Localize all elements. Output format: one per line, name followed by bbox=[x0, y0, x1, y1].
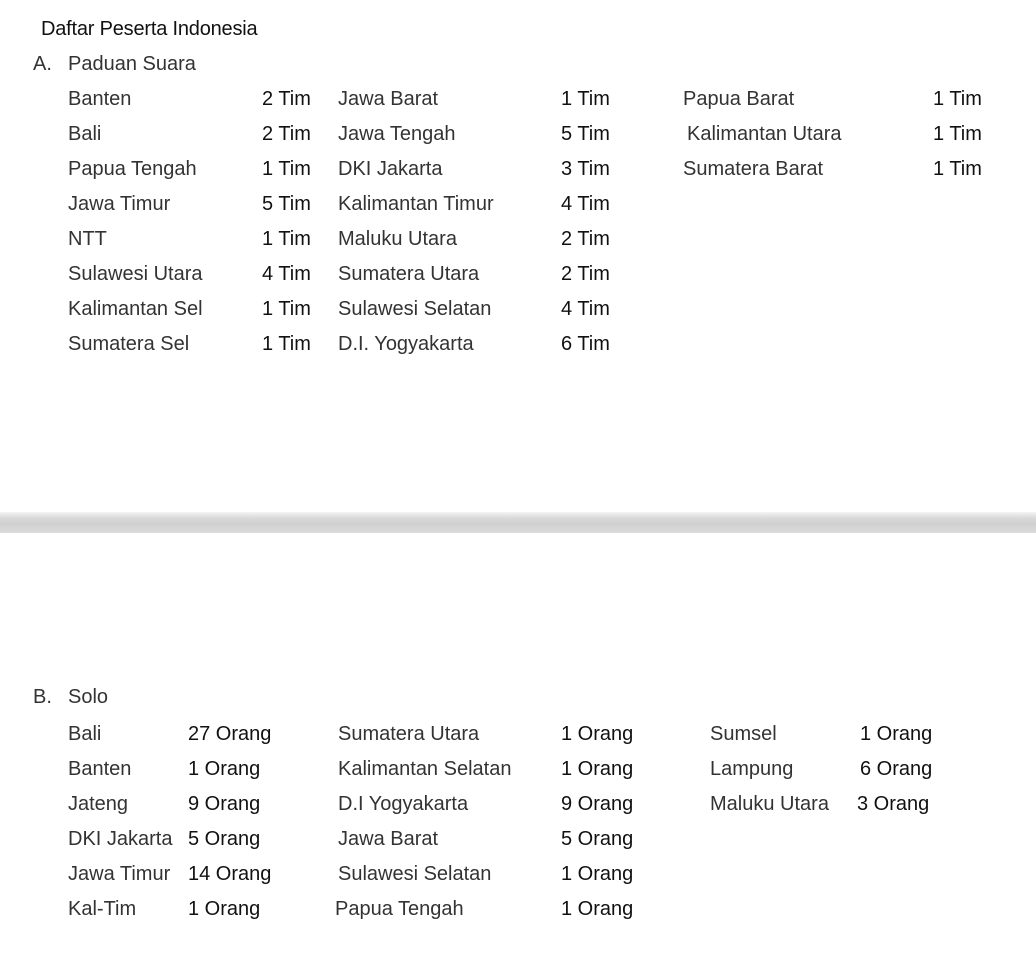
participant-name: Sulawesi Utara bbox=[68, 263, 203, 285]
participant-name: D.I Yogyakarta bbox=[338, 793, 469, 815]
participant-count: 4 Tim bbox=[561, 193, 610, 215]
participant-name: Kalimantan Timur bbox=[338, 193, 494, 215]
participant-count: 1 Orang bbox=[188, 758, 261, 780]
participant-name: Kalimantan Selatan bbox=[338, 758, 512, 780]
participant-count: 1 Orang bbox=[188, 898, 261, 920]
participant-count: 1 Tim bbox=[262, 158, 311, 180]
participant-count: 2 Tim bbox=[561, 263, 610, 285]
participant-count: 9 Orang bbox=[561, 793, 634, 815]
participant-count: 5 Orang bbox=[188, 828, 261, 850]
section-a-letter: A. bbox=[33, 53, 52, 75]
participant-name: Jawa Barat bbox=[338, 828, 439, 850]
participant-name: Kal-Tim bbox=[68, 898, 137, 920]
section-a-label: Paduan Suara bbox=[68, 53, 196, 75]
participant-count: 5 Tim bbox=[561, 123, 610, 145]
participant-count: 1 Tim bbox=[933, 158, 982, 180]
participant-name: DKI Jakarta bbox=[338, 158, 443, 180]
participant-name: D.I. Yogyakarta bbox=[338, 333, 474, 355]
participant-name: Sulawesi Selatan bbox=[338, 298, 492, 320]
participant-name: Sumatera Barat bbox=[683, 158, 824, 180]
document-title: Daftar Peserta Indonesia bbox=[41, 18, 258, 40]
participant-name: Sulawesi Selatan bbox=[338, 863, 492, 885]
participant-count: 1 Tim bbox=[262, 333, 311, 355]
section-b-heading bbox=[33, 686, 108, 709]
participant-name: Jawa Barat bbox=[338, 88, 439, 110]
participant-name: Kalimantan Sel bbox=[68, 298, 203, 320]
participant-name: Jawa Timur bbox=[68, 863, 171, 885]
participant-count: 27 Orang bbox=[188, 723, 272, 745]
participant-count: 5 Orang bbox=[561, 828, 634, 850]
participant-name: Bali bbox=[68, 123, 102, 145]
participant-count: 4 Tim bbox=[262, 263, 311, 285]
document-page-2 bbox=[0, 533, 1036, 957]
participant-name: Maluku Utara bbox=[338, 228, 457, 250]
participant-name: Jawa Timur bbox=[68, 193, 171, 215]
participant-count: 2 Tim bbox=[262, 88, 311, 110]
section-b-label: Solo bbox=[68, 686, 109, 708]
participant-name: Jawa Tengah bbox=[338, 123, 456, 145]
participant-name: DKI Jakarta bbox=[68, 828, 173, 850]
participant-name: Jateng bbox=[68, 793, 129, 815]
participant-count: 1 Orang bbox=[561, 723, 634, 745]
participant-name: Papua Tengah bbox=[68, 158, 197, 180]
participant-count: 9 Orang bbox=[188, 793, 261, 815]
participant-count: 1 Orang bbox=[561, 898, 634, 920]
participant-count: 1 Tim bbox=[262, 228, 311, 250]
participant-count: 4 Tim bbox=[561, 298, 610, 320]
participant-name: Bali bbox=[68, 723, 102, 745]
participant-count: 1 Orang bbox=[561, 758, 634, 780]
participant-count: 14 Orang bbox=[188, 863, 272, 885]
section-b-letter: B. bbox=[33, 686, 52, 708]
participant-count: 1 Tim bbox=[561, 88, 610, 110]
page-break bbox=[0, 512, 1036, 533]
participant-name: Lampung bbox=[710, 758, 794, 780]
participant-name: NTT bbox=[68, 228, 107, 250]
participant-count: 1 Orang bbox=[860, 723, 933, 745]
participant-count: 1 Tim bbox=[933, 88, 982, 110]
participant-count: 2 Tim bbox=[262, 123, 311, 145]
participant-name: Sumatera Sel bbox=[68, 333, 190, 355]
participant-name: Sumatera Utara bbox=[338, 263, 480, 285]
participant-count: 3 Tim bbox=[561, 158, 610, 180]
participant-count: 2 Tim bbox=[561, 228, 610, 250]
participant-count: 1 Orang bbox=[561, 863, 634, 885]
participant-count: 5 Tim bbox=[262, 193, 311, 215]
participant-name: Banten bbox=[68, 88, 132, 110]
participant-count: 3 Orang bbox=[857, 793, 930, 815]
participant-count: 6 Tim bbox=[561, 333, 610, 355]
participant-name: Kalimantan Utara bbox=[687, 123, 842, 145]
participant-name: Banten bbox=[68, 758, 132, 780]
participant-name: Papua Barat bbox=[683, 88, 795, 110]
participant-count: 1 Tim bbox=[933, 123, 982, 145]
participant-name: Sumsel bbox=[710, 723, 777, 745]
participant-name: Papua Tengah bbox=[335, 898, 464, 920]
participant-count: 6 Orang bbox=[860, 758, 933, 780]
section-a-heading bbox=[33, 53, 196, 76]
participant-name: Maluku Utara bbox=[710, 793, 829, 815]
participant-name: Sumatera Utara bbox=[338, 723, 480, 745]
participant-count: 1 Tim bbox=[262, 298, 311, 320]
